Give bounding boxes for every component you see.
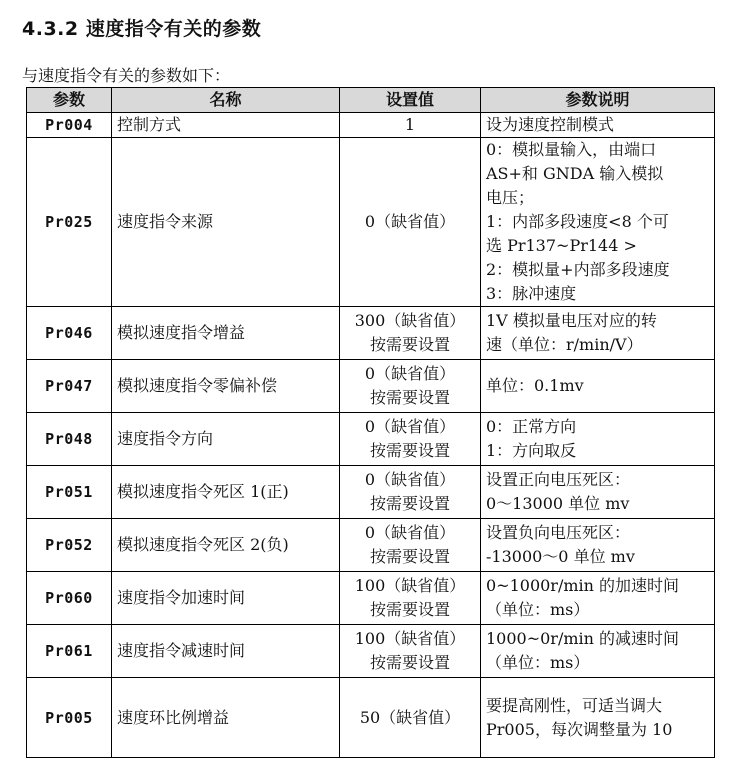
param-code: Pr051 [27,466,112,519]
param-description-line: 选 Pr137~Pr144 > [486,236,637,255]
table-row [27,360,715,413]
param-description [481,572,715,625]
table-row [27,413,715,466]
param-value-line: 按需要设置 [369,494,450,513]
param-description [481,413,715,466]
param-value-line: 1 [404,115,416,134]
param-code: Pr005 [27,678,112,758]
param-value-line: 300（缺省值） [354,311,466,330]
table-row [27,307,715,360]
param-description-line: 0～13000 单位 mv [486,494,630,513]
param-value-line: 按需要设置 [369,653,450,672]
param-description-line: （单位：ms） [486,653,590,672]
param-name: 模拟速度指令死区 1(正) [112,466,340,519]
param-value-line: 0（缺省值） [364,470,456,489]
table-header-row [27,88,715,113]
param-value-line: 0（缺省值） [364,212,456,231]
param-value-line: 按需要设置 [369,547,450,566]
param-description-line: 1：方向取反 [486,441,577,460]
param-value-line: 0（缺省值） [364,364,456,383]
table-row [27,138,715,307]
param-description [481,113,715,138]
param-description [481,360,715,413]
param-value [340,113,481,138]
param-description-line: （单位：ms） [486,600,590,619]
param-value-line: 100（缺省值） [354,629,466,648]
param-description [481,307,715,360]
table-row [27,572,715,625]
header-param: 参数 [27,88,112,113]
param-value-line: 50（缺省值） [359,707,461,727]
param-description [481,138,715,307]
param-code: Pr048 [27,413,112,466]
parameter-table [26,87,715,758]
param-name: 模拟速度指令零偏补偿 [112,360,340,413]
table-row [27,678,715,758]
param-value-line: 100（缺省值） [354,576,466,595]
param-description [481,678,715,758]
param-description-line: 3：脉冲速度 [486,284,577,303]
param-value [340,466,481,519]
header-value: 设置值 [340,88,481,113]
param-value-line: 按需要设置 [369,441,450,460]
param-name: 速度指令方向 [112,413,340,466]
param-description [481,625,715,678]
param-description-line: 0：正常方向 [486,417,577,436]
param-value [340,138,481,307]
param-description-line: Pr005，每次调整量为 10 [486,719,673,739]
param-code: Pr025 [27,138,112,307]
param-name: 速度指令减速时间 [112,625,340,678]
param-code: Pr061 [27,625,112,678]
param-value-line: 0（缺省值） [364,523,456,542]
param-value [340,307,481,360]
param-code: Pr047 [27,360,112,413]
param-name: 模拟速度指令死区 2(负) [112,519,340,572]
table-row [27,466,715,519]
param-value [340,360,481,413]
intro-text: 与速度指令有关的参数如下： [22,66,231,85]
param-name: 速度指令加速时间 [112,572,340,625]
param-code: Pr052 [27,519,112,572]
param-value [340,625,481,678]
section-heading: 4.3.2 速度指令有关的参数 [22,18,262,40]
param-value [340,678,481,758]
param-code: Pr046 [27,307,112,360]
param-code: Pr060 [27,572,112,625]
param-description [481,519,715,572]
param-value-line: 按需要设置 [369,335,450,354]
table-row [27,625,715,678]
param-value-line: 按需要设置 [369,600,450,619]
param-description [481,466,715,519]
param-description-line: 要提高刚性，可适当调大 [486,695,663,715]
param-name: 速度环比例增益 [112,678,340,758]
param-description-line: 1V 模拟量电压对应的转 [486,311,657,330]
header-name: 名称 [112,88,340,113]
param-name: 模拟速度指令增益 [112,307,340,360]
param-description-line: AS+和 GNDA 输入模拟 [486,164,664,183]
param-description-line: -13000～0 单位 mv [486,547,635,566]
param-description-line: 速（单位：r/min/V） [486,335,643,354]
table-row [27,113,715,138]
param-description-line: 设置正向电压死区： [486,470,631,489]
param-name: 控制方式 [112,113,340,138]
param-value-line: 按需要设置 [369,388,450,407]
param-name: 速度指令来源 [112,138,340,307]
table-row [27,519,715,572]
param-value-line: 0（缺省值） [364,417,456,436]
param-description-line: 1：内部多段速度<8 个可 [486,212,669,231]
param-value [340,413,481,466]
param-code: Pr004 [27,113,112,138]
param-description-line: 1000~0r/min 的减速时间 [486,629,680,648]
param-description-line: 设为速度控制模式 [486,115,615,134]
param-description-line: 0~1000r/min 的加速时间 [486,576,680,595]
param-description-line: 0：模拟量输入，由端口 [486,140,657,159]
param-value [340,519,481,572]
param-description-line: 设置负向电压死区： [486,523,631,542]
param-description-line: 电压； [486,188,535,207]
param-description-line: 2：模拟量+内部多段速度 [486,260,670,279]
param-value [340,572,481,625]
header-desc: 参数说明 [481,88,715,113]
param-description-line: 单位：0.1mv [486,376,584,395]
